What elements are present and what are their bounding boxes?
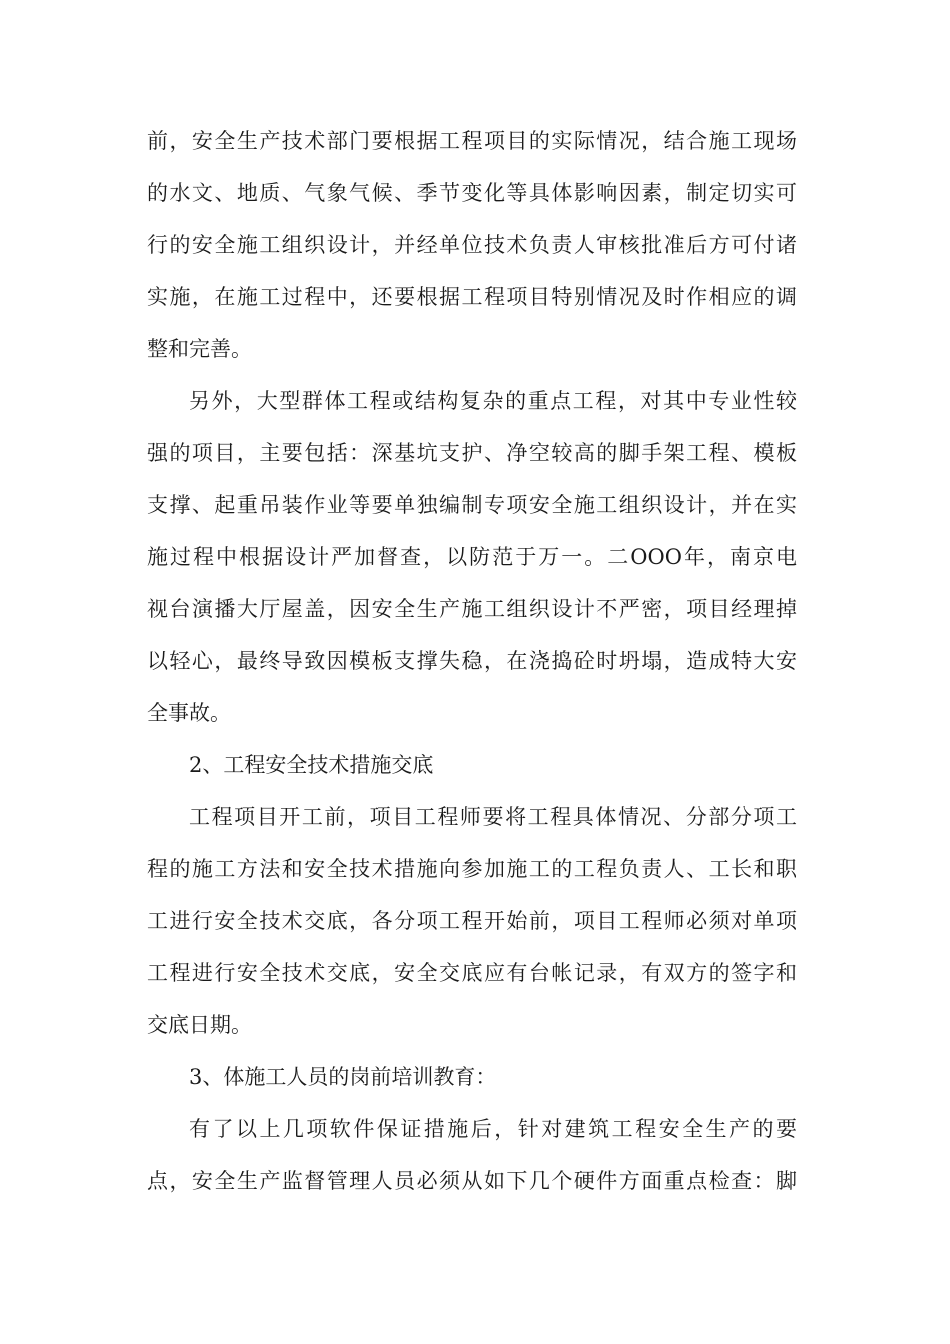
text-line: 程的施工方法和安全技术措施向参加施工的工程负责人、工长和职	[147, 857, 797, 881]
text-line: 强的项目，主要包括：深基坑支护、净空较高的脚手架工程、模板	[147, 441, 797, 465]
text-line: 交底日期。	[147, 1013, 252, 1037]
text-line: 全事故。	[147, 701, 231, 725]
text-line: 3、体施工人员的岗前培训教育：	[189, 1065, 497, 1089]
text-line: 工程进行安全技术交底，安全交底应有台帐记录，有双方的签字和	[147, 961, 797, 985]
paragraph	[147, 115, 797, 375]
section-heading	[147, 1051, 797, 1103]
text-line: 工程项目开工前，项目工程师要将工程具体情况、分部分项工	[189, 805, 797, 829]
text-line: 另外，大型群体工程或结构复杂的重点工程，对其中专业性较	[189, 389, 797, 413]
paragraph	[147, 1103, 797, 1207]
text-line: 前，安全生产技术部门要根据工程项目的实际情况，结合施工现场	[147, 129, 797, 153]
paragraph	[147, 791, 797, 1051]
text-line: 整和完善。	[147, 337, 252, 361]
document-body	[147, 115, 797, 1207]
text-line: 点，安全生产监督管理人员必须从如下几个硬件方面重点检查：脚	[147, 1169, 797, 1193]
text-line: 行的安全施工组织设计，并经单位技术负责人审核批准后方可付诸	[147, 233, 797, 257]
text-line: 2、工程安全技术措施交底	[189, 753, 434, 777]
text-line: 施过程中根据设计严加督查，以防范于万一。二OOO年，南京电	[147, 545, 797, 569]
text-line: 支撑、起重吊装作业等要单独编制专项安全施工组织设计，并在实	[147, 493, 797, 517]
text-line: 的水文、地质、气象气候、季节变化等具体影响因素，制定切实可	[147, 181, 797, 205]
text-line: 有了以上几项软件保证措施后，针对建筑工程安全生产的要	[189, 1117, 797, 1141]
paragraph	[147, 375, 797, 739]
section-heading	[147, 739, 797, 791]
text-line: 以轻心，最终导致因模板支撑失稳，在浇捣砼时坍塌，造成特大安	[147, 649, 797, 673]
text-line: 视台演播大厅屋盖，因安全生产施工组织设计不严密，项目经理掉	[147, 597, 797, 621]
text-line: 实施，在施工过程中，还要根据工程项目特别情况及时作相应的调	[147, 285, 797, 309]
text-line: 工进行安全技术交底，各分项工程开始前，项目工程师必须对单项	[147, 909, 797, 933]
